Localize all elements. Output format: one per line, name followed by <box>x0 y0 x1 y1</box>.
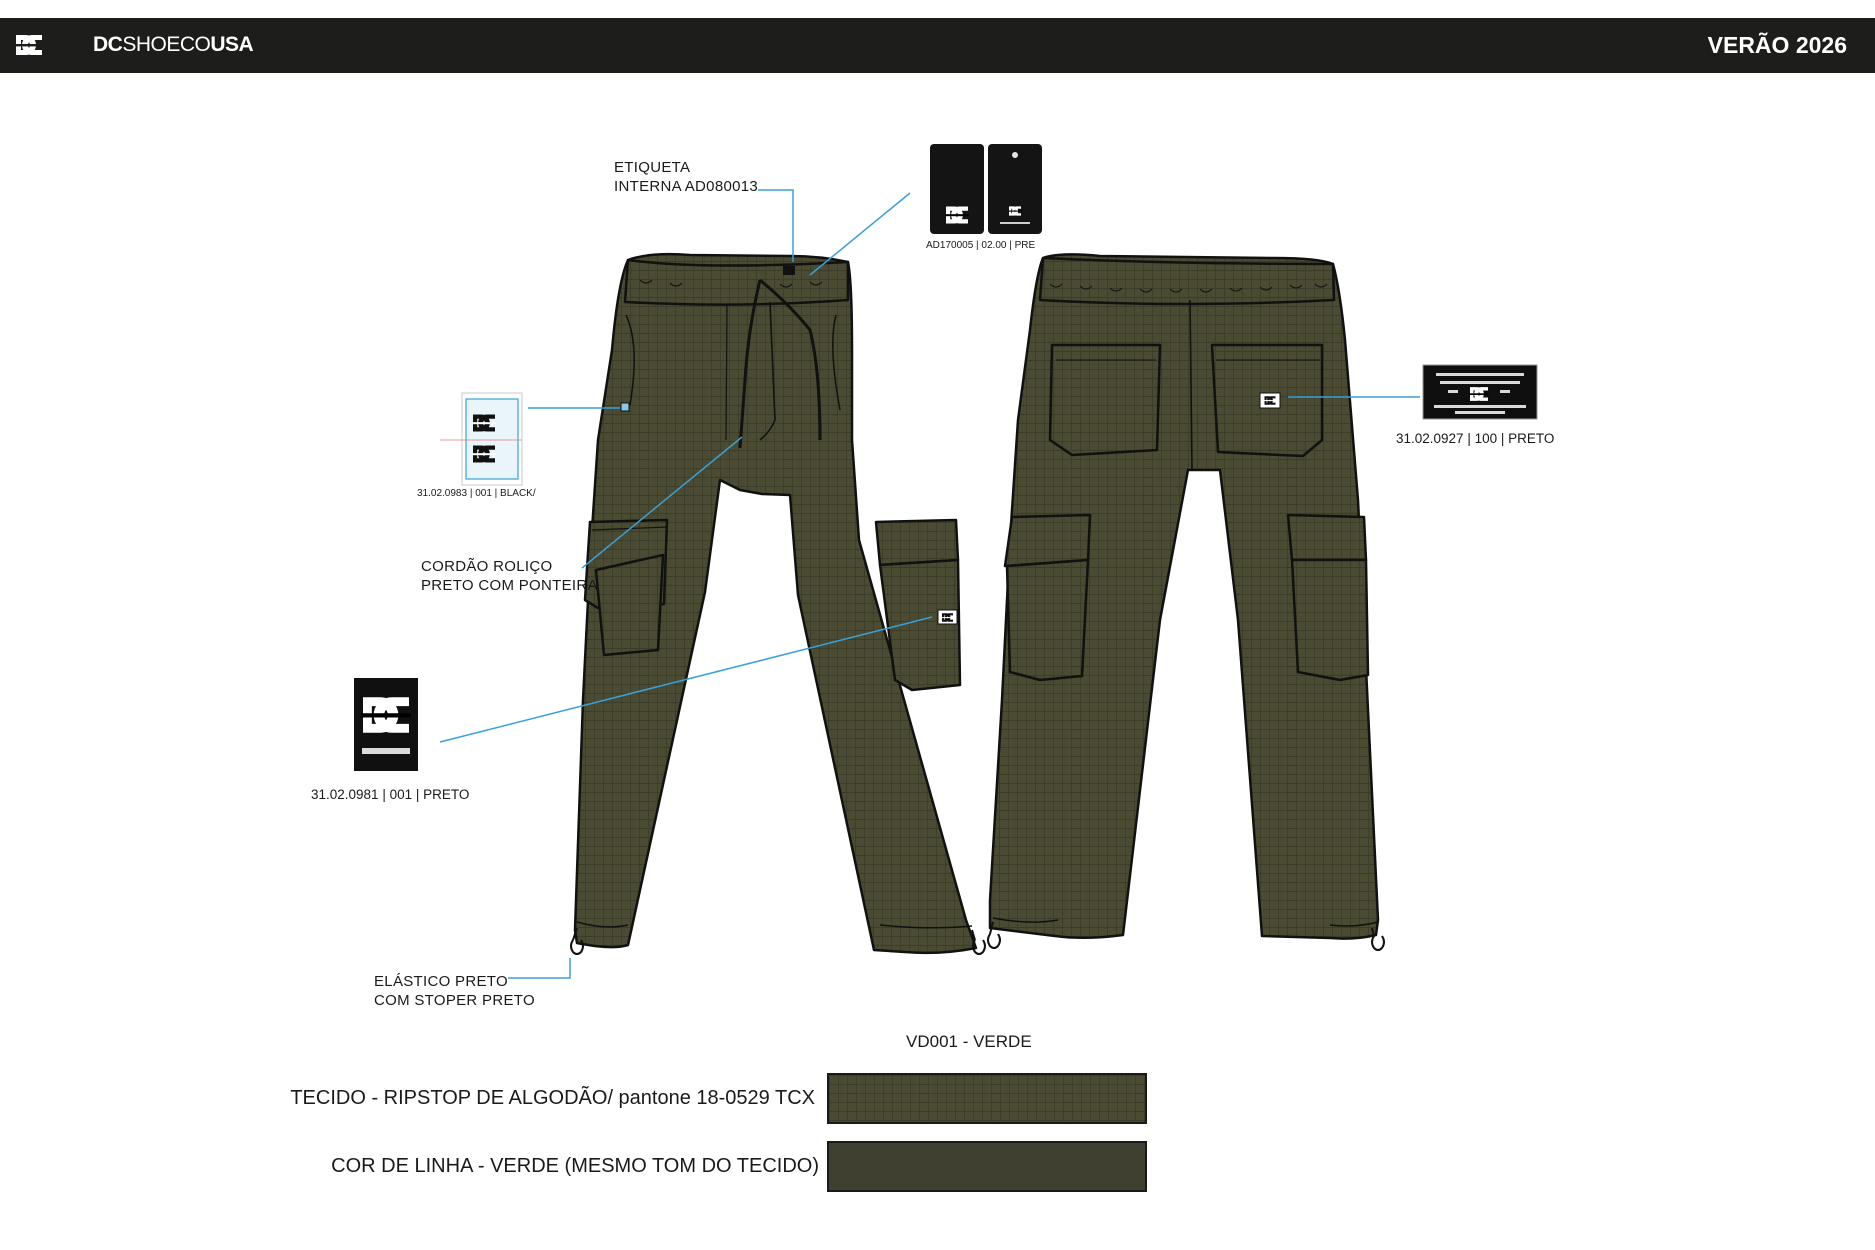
cargo-label-mark <box>938 610 957 624</box>
season-title: VERÃO 2026 <box>1707 32 1847 58</box>
elastico-line1: ELÁSTICO PRETO <box>374 973 508 990</box>
cordao-label <box>421 557 598 595</box>
brand-usa: USA <box>210 33 254 56</box>
side-label-code: 31.02.0983 | 001 | BLACK/ <box>417 488 536 499</box>
hangtags <box>930 144 1042 234</box>
back-label-artwork <box>1423 365 1537 419</box>
woven-label-artwork <box>354 678 418 771</box>
hangtag-callout-line <box>810 193 910 275</box>
hangtag-code: AD170005 | 02.00 | PRE <box>926 240 1036 251</box>
side-label-artwork <box>440 393 522 485</box>
front-pants-drawing <box>575 254 976 953</box>
woven-label-code: 31.02.0981 | 001 | PRETO <box>311 787 470 802</box>
inner-label-mark <box>783 266 795 275</box>
back-pants-drawing <box>990 254 1378 938</box>
brand-co: CO <box>179 33 211 56</box>
back-label-code: 31.02.0927 | 100 | PRETO <box>1396 431 1555 446</box>
etiqueta-label <box>614 158 758 196</box>
etiqueta-callout-line <box>758 190 793 262</box>
brand-dc: DC <box>93 33 123 56</box>
elastico-line2: COM STOPER PRETO <box>374 992 535 1009</box>
etiqueta-line2: INTERNA AD080013 <box>614 178 759 195</box>
cordao-line1: CORDÃO ROLIÇO <box>421 558 553 575</box>
side-label-mark <box>621 403 629 411</box>
thread-label: COR DE LINHA - VERDE (MESMO TOM DO TECIDO) <box>331 1155 819 1177</box>
brand-shoe: SHOE <box>122 33 180 56</box>
thread-swatch <box>827 1141 1147 1192</box>
cordao-line2: PRETO COM PONTEIRA <box>421 577 598 594</box>
fabric-label: TECIDO - RIPSTOP DE ALGODÃO/ pantone 18-0529 TCX <box>290 1087 815 1109</box>
elastico-label <box>374 972 535 1010</box>
fabric-swatch <box>827 1073 1147 1124</box>
etiqueta-line1: ETIQUETA <box>614 159 691 176</box>
colorway-name: VD001 - VERDE <box>906 1032 1032 1051</box>
